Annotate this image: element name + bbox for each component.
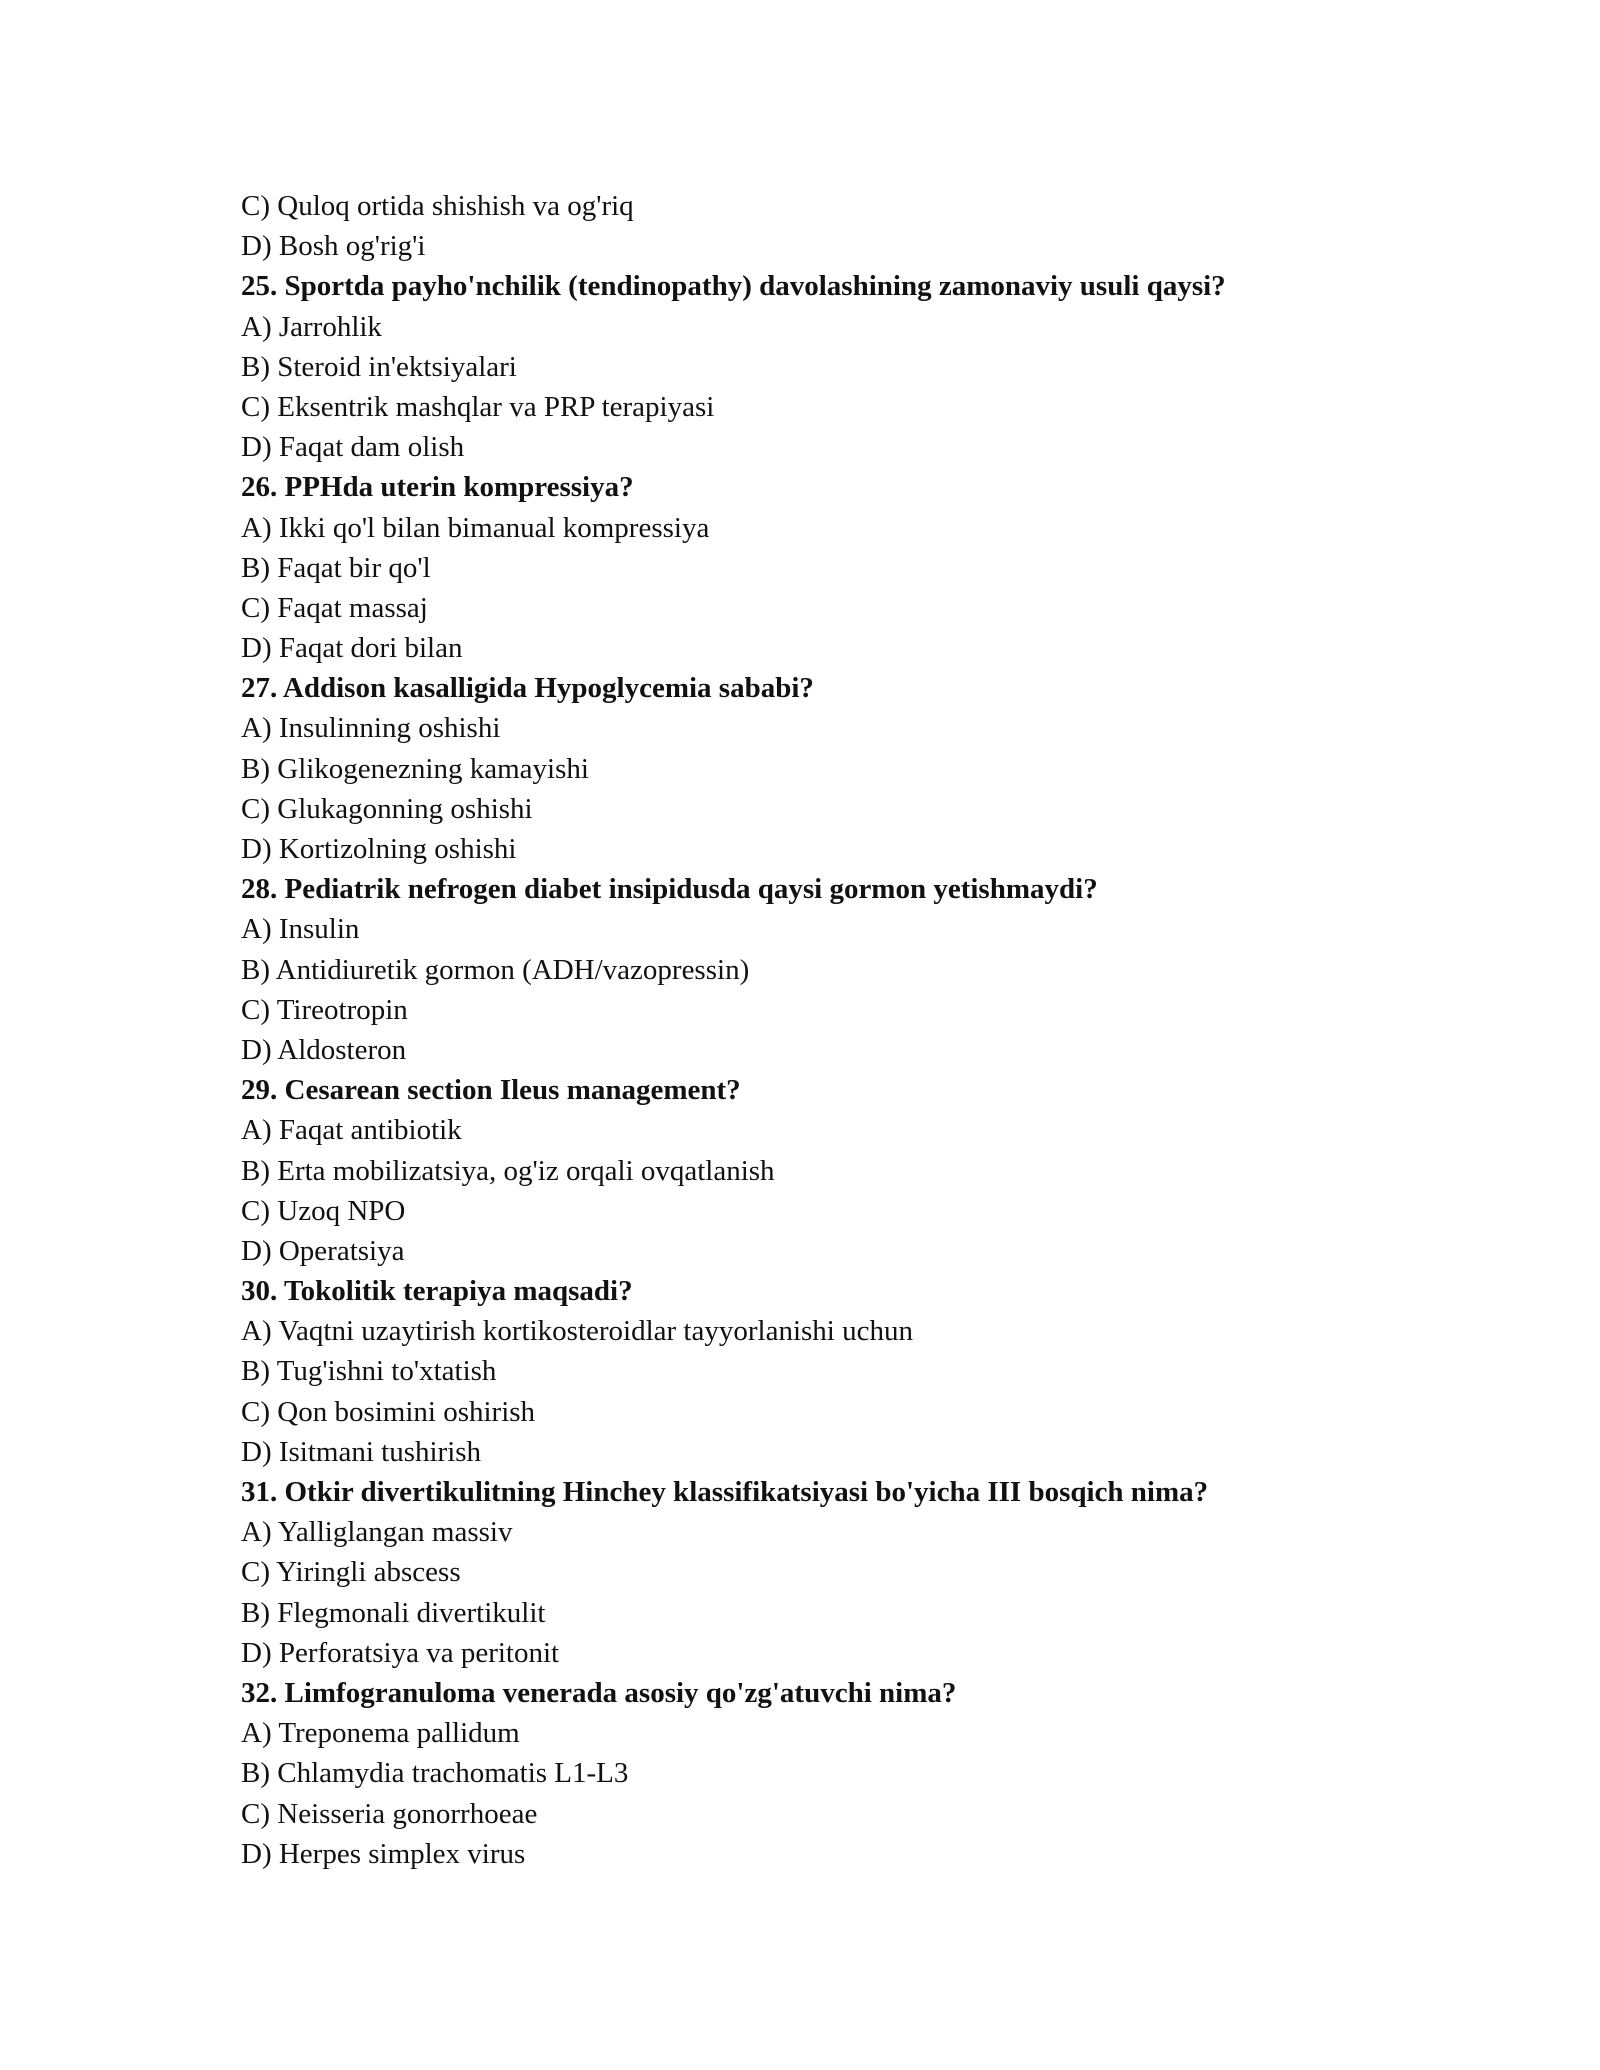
question-heading: 30. Tokolitik terapiya maqsadi? (241, 1275, 633, 1308)
answer-option: C) Faqat massaj (241, 591, 428, 624)
answer-option: C) Uzoq NPO (241, 1194, 406, 1227)
question-block-28 (241, 869, 1441, 1070)
answer-option: A) Yalliglangan massiv (241, 1516, 513, 1549)
answer-option: B) Antidiuretik gormon (ADH/vazopressin) (241, 953, 750, 986)
question-block-25 (241, 266, 1441, 467)
answer-option: D) Aldosteron (241, 1033, 407, 1066)
answer-option: D) Faqat dam olish (241, 431, 465, 464)
answer-option: A) Faqat antibiotik (241, 1114, 462, 1147)
question-heading: 25. Sportda payho'nchilik (tendinopathy) davolashining zamonaviy usuli qaysi? (241, 270, 1226, 303)
question-heading: 27. Addison kasalligida Hypoglycemia sababi? (241, 672, 814, 705)
question-block-30 (241, 1271, 1441, 1472)
answer-option: A) Vaqtni uzaytirish kortikosteroidlar tayyorlanishi uchun (241, 1315, 913, 1348)
leading-option: C) Quloq ortida shishish va og'riq (241, 190, 634, 222)
question-heading: 32. Limfogranuloma venerada asosiy qo'zg'atuvchi nima? (241, 1676, 957, 1709)
answer-option: D) Herpes simplex virus (241, 1837, 526, 1870)
question-block-32 (241, 1673, 1441, 1874)
answer-option: C) Qon bosimini oshirish (241, 1395, 536, 1428)
answer-option: D) Operatsiya (241, 1234, 405, 1267)
answer-option: C) Eksentrik mashqlar va PRP terapiyasi (241, 390, 715, 423)
answer-option: B) Glikogenezning kamayishi (241, 752, 589, 785)
question-block-29 (241, 1070, 1441, 1271)
question-heading: 31. Otkir divertikulitning Hinchey klassifikatsiyasi bo'yicha III bosqich nima? (241, 1476, 1209, 1508)
question-block-26 (241, 467, 1441, 668)
question-list (241, 186, 1441, 1874)
question-heading: 26. PPHda uterin kompressiya? (241, 471, 634, 504)
answer-option: B) Steroid in'ektsiyalari (241, 350, 517, 383)
answer-option: C) Yiringli abscess (241, 1556, 461, 1589)
question-heading: 29. Cesarean section Ileus management? (241, 1074, 741, 1107)
answer-option: A) Insulin (241, 913, 360, 946)
answer-option: C) Neisseria gonorrhoeae (241, 1797, 538, 1830)
question-block-31 (241, 1472, 1441, 1673)
answer-option: A) Insulinning oshishi (241, 712, 501, 745)
answer-option: C) Glukagonning oshishi (241, 792, 533, 825)
answer-option: A) Ikki qo'l bilan bimanual kompressiya (241, 511, 710, 544)
answer-option: B) Tug'ishni to'xtatish (241, 1355, 497, 1388)
leading-option: D) Bosh og'rig'i (241, 230, 426, 263)
answer-option: D) Faqat dori bilan (241, 632, 463, 665)
answer-option: B) Flegmonali divertikulit (241, 1596, 546, 1629)
answer-option: B) Faqat bir qo'l (241, 551, 431, 584)
answer-option: D) Isitmani tushirish (241, 1435, 482, 1468)
answer-option: C) Tireotropin (241, 993, 408, 1026)
question-block-27 (241, 668, 1441, 869)
answer-option: B) Chlamydia trachomatis L1-L3 (241, 1757, 629, 1790)
answer-option: A) Treponema pallidum (241, 1717, 520, 1750)
question-heading: 28. Pediatrik nefrogen diabet insipidusda qaysi gormon yetishmaydi? (241, 873, 1098, 906)
answer-option: D) Perforatsiya va peritonit (241, 1636, 560, 1669)
answer-option: B) Erta mobilizatsiya, og'iz orqali ovqatlanish (241, 1154, 775, 1187)
answer-option: D) Kortizolning oshishi (241, 833, 517, 865)
answer-option: A) Jarrohlik (241, 310, 382, 343)
